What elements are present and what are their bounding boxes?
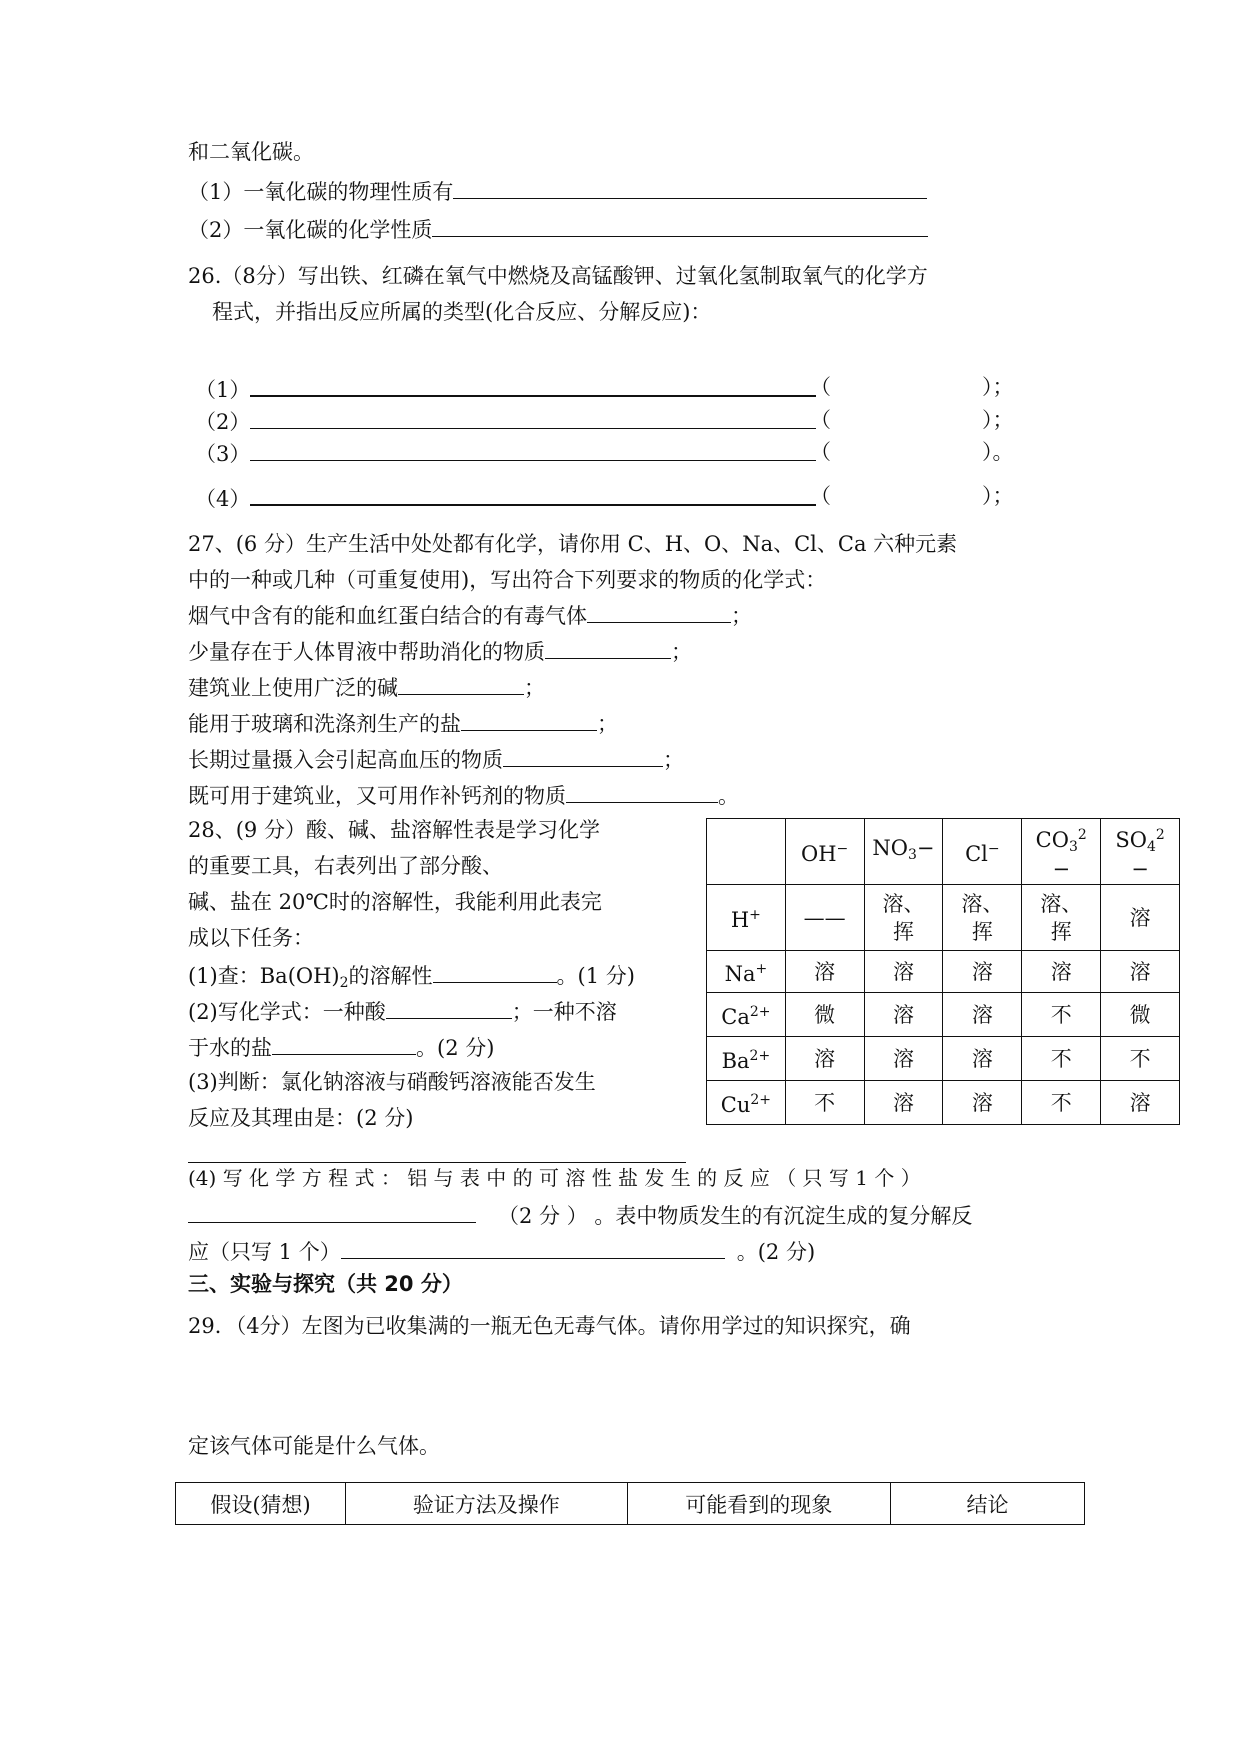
table-cell: 不	[1022, 1081, 1101, 1125]
table-cell: 不	[785, 1081, 864, 1125]
q27-answer-blank[interactable]	[566, 780, 718, 803]
q27-item: 建筑业上使用广泛的碱 ；	[188, 672, 545, 702]
table-header-cell: 结论	[891, 1483, 1085, 1525]
q28-task1-blank[interactable]	[433, 960, 557, 983]
q25-part2-text: （2）一氧化碳的化学性质	[188, 218, 433, 242]
q26-equation-blank[interactable]	[250, 438, 816, 461]
table-header-row	[707, 819, 1180, 885]
table-cell: 溶、 挥	[943, 885, 1022, 951]
q26-item-type: （	[810, 440, 831, 464]
table-cell: 不	[1022, 993, 1101, 1037]
q27-stem-line2: 中的一种或几种（可重复使用)，写出符合下列要求的物质的化学式：	[188, 568, 827, 592]
table-cell: 溶	[943, 993, 1022, 1037]
table-row	[707, 951, 1180, 993]
q28-task4-cont: （2 分 ） 。表中物质发生的有沉淀生成的复分解反	[188, 1200, 972, 1230]
table-cell: 溶	[1101, 885, 1180, 951]
table-cell: 溶	[943, 1081, 1022, 1125]
q28-task3-blank[interactable]	[188, 1140, 388, 1163]
table-cell: 溶	[864, 1037, 943, 1081]
q26-item	[195, 373, 816, 404]
cation-header: Na+	[707, 951, 786, 993]
q28-task2: (2)写化学式：一种酸 ；一种不溶	[188, 996, 617, 1026]
table-cell: 溶	[1022, 951, 1101, 993]
anion-header: OH−	[785, 819, 864, 885]
q28-line4: 成以下任务：	[188, 926, 314, 950]
q27-answer-blank[interactable]	[461, 708, 597, 731]
q28-task4: (4) 写 化 学 方 程 式 ： 铝 与 表 中 的 可 溶 性 盐 发 生 的 反 应 （ 只 写 1 个 ）	[188, 1166, 921, 1190]
solubility-table	[706, 818, 1180, 1125]
table-cell: 溶	[1101, 951, 1180, 993]
q28-task3-cont: 反应及其理由是：(2 分)	[188, 1106, 414, 1130]
q28-salt-blank[interactable]	[272, 1032, 416, 1055]
q26-item-type-close: ）。	[982, 440, 1014, 464]
q28-equation-blank[interactable]	[188, 1200, 476, 1223]
q25-part1	[188, 176, 927, 206]
q25-part1-blank[interactable]	[453, 176, 927, 199]
table-row	[707, 885, 1180, 951]
table-row	[707, 1081, 1180, 1125]
q27-item: 烟气中含有的能和血红蛋白结合的有毒气体 ；	[188, 600, 752, 630]
q25-part2	[188, 214, 928, 244]
anion-header: $CO_3^2$ −	[1022, 819, 1101, 885]
q26-stem-line1: 26.（8分）写出铁、红磷在氧气中燃烧及高锰酸钾、过氧化氢制取氧气的化学方	[188, 264, 928, 288]
q28-task3-blank[interactable]	[388, 1140, 686, 1163]
table-header-cell: 可能看到的现象	[627, 1483, 891, 1525]
q28-precipitate-blank[interactable]	[341, 1236, 725, 1259]
q26-item-number: （2）	[195, 410, 251, 434]
table-cell: 溶	[864, 951, 943, 993]
q28-line2: 的重要工具，右表列出了部分酸、	[188, 854, 503, 878]
q26-item-type: （	[810, 484, 831, 508]
table-cell: 溶	[864, 993, 943, 1037]
table-header-cell: 验证方法及操作	[346, 1483, 627, 1525]
q26-item	[195, 482, 816, 513]
q27-answer-blank[interactable]	[503, 744, 663, 767]
q26-item-number: （1）	[195, 378, 251, 402]
q26-item-type: （	[810, 408, 831, 432]
section3-heading: 三、实验与探究（共 20 分）	[188, 1272, 463, 1296]
q27-item: 能用于玻璃和洗涤剂生产的盐 ；	[188, 708, 618, 738]
q25-part2-blank[interactable]	[432, 214, 928, 237]
table-cell: 溶、 挥	[864, 885, 943, 951]
q28-acid-blank[interactable]	[386, 996, 512, 1019]
cation-header: $Cu^{2+}$	[707, 1081, 786, 1125]
q26-item-type: （	[810, 375, 831, 399]
q28-line1: 28、(9 分）酸、碱、盐溶解性表是学习化学	[188, 818, 600, 842]
q28-task4-end: 应（只写 1 个） 。(2 分)	[188, 1236, 815, 1266]
q27-answer-blank[interactable]	[398, 672, 524, 695]
q27-item: 少量存在于人体胃液中帮助消化的物质 ；	[188, 636, 692, 666]
q26-item-type-close: ）；	[982, 484, 1014, 508]
table-cell: 溶	[1101, 1081, 1180, 1125]
table-cell: 溶	[785, 1037, 864, 1081]
q26-item-number: （4）	[195, 487, 251, 511]
cation-header: H+	[707, 885, 786, 951]
table-header-cell: 假设(猜想)	[176, 1483, 346, 1525]
q27-item: 长期过量摄入会引起高血压的物质 ；	[188, 744, 684, 774]
q26-item	[195, 406, 816, 436]
table-corner-cell	[707, 819, 786, 885]
table-cell: 不	[1022, 1037, 1101, 1081]
table-cell: 溶、 挥	[1022, 885, 1101, 951]
q25-part1-text: （1）一氧化碳的物理性质有	[188, 180, 454, 204]
anion-header: $SO_4^2$ −	[1101, 819, 1180, 885]
q29-stem-line2: 定该气体可能是什么气体。	[188, 1434, 440, 1458]
q26-item-type-close: ）；	[982, 375, 1014, 399]
table-cell: 溶	[943, 1037, 1022, 1081]
table-cell: 溶	[943, 951, 1022, 993]
q28-task3: (3)判断：氯化钠溶液与硝酸钙溶液能否发生	[188, 1070, 596, 1094]
anion-header: Cl−	[943, 819, 1022, 885]
q29-stem-line1: 29．（4分）左图为已收集满的一瓶无色无毒气体。请你用学过的知识探究，确	[188, 1314, 911, 1338]
q27-answer-blank[interactable]	[587, 600, 731, 623]
q27-item: 既可用于建筑业，又可用作补钙剂的物质 。	[188, 780, 739, 810]
table-cell: ——	[785, 885, 864, 951]
cation-header: $Ba^{2+}$	[707, 1037, 786, 1081]
table-row	[707, 1037, 1180, 1081]
q26-equation-blank[interactable]	[250, 406, 816, 429]
table-cell: 微	[785, 993, 864, 1037]
q26-item	[195, 438, 816, 468]
q26-equation-blank[interactable]	[250, 373, 816, 397]
q27-answer-blank[interactable]	[545, 636, 671, 659]
q27-stem-line1: 27、(6 分）生产生活中处处都有化学，请你用 C、H、O、Na、Cl、Ca 六种元素	[188, 532, 958, 556]
q26-stem-line2: 程式，并指出反应所属的类型(化合反应、分解反应)：	[212, 300, 712, 324]
table-cell: 微	[1101, 993, 1180, 1037]
q26-equation-blank[interactable]	[250, 482, 816, 506]
q25-continuation: 和二氧化碳。	[188, 140, 314, 164]
table-cell: 溶	[785, 951, 864, 993]
q26-item-type-close: ）；	[982, 408, 1014, 432]
q26-item-number: （3）	[195, 442, 251, 466]
cation-header: $Ca^{2+}$	[707, 993, 786, 1037]
table-cell: 溶	[864, 1081, 943, 1125]
q28-task2-cont: 于水的盐 。(2 分)	[188, 1032, 494, 1062]
q28-task1: (1)查：$Ba(OH)_2$的溶解性 。(1 分)	[188, 960, 635, 997]
table-header-row	[176, 1483, 1085, 1525]
experiment-table	[175, 1482, 1085, 1525]
table-cell: 不	[1101, 1037, 1180, 1081]
anion-header: $NO_3-$	[864, 819, 943, 885]
table-row	[707, 993, 1180, 1037]
q28-line3: 碱、盐在 20℃时的溶解性，我能利用此表完	[188, 890, 602, 914]
